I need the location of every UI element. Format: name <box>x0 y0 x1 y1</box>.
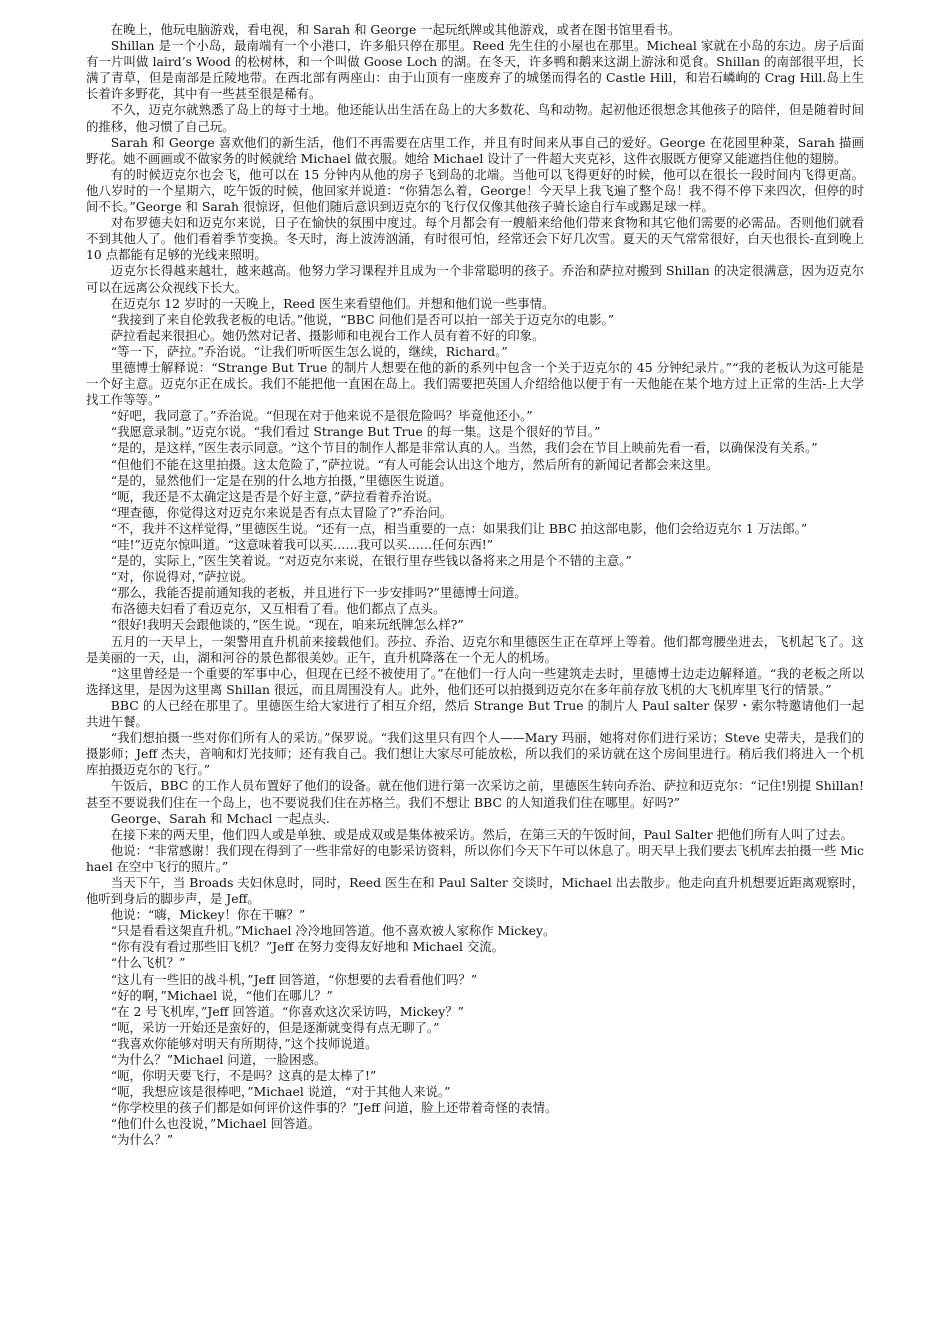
paragraph-25: 布洛德夫妇看了看迈克尔，又互相看了看。他们都点了点头。 <box>110 601 446 617</box>
paragraph-1: 在晚上，他玩电脑游戏，看电视，和 Sarah 和 George 一起玩纸牌或其他游戏，或者在图书馆里看书。 <box>110 22 681 37</box>
paragraph-8: 在迈克尔 12 岁时的一天晚上，Reed 医生来看望他们。并想和他们说一些事情。 <box>110 295 555 311</box>
paragraph-12: 里德博士解释说：“Strange But True 的制片人想要在他的新的系列中包含一个关于迈克尔的 45 分钟纪录片。”“我的老板认为这可能是一个好主意。迈克尔正在成长。我们不能把他一直困在岛上。我们需要把英国人介绍给他以便于有一天他能在某个地方过上正常的生活-上大学找工作等等。” <box>86 359 864 408</box>
paragraph-35: 当天下午，当 Broads 夫妇休息时，同时，Reed 医生在和 Paul Salter 交谈时，Michael 出去散步。他走向直升机想要近距离观察时，他听到身后的脚步声，是 Jeff。 <box>86 874 864 907</box>
paragraph-44: “我喜欢你能够对明天有所期待，”这个技师说道。 <box>110 1035 378 1051</box>
paragraph-9: “我接到了来自伦敦我老板的电话。”他说，“BBC 问他们是否可以拍一部关于迈克尔的电影。” <box>110 311 615 327</box>
paragraph-5: 有的时候迈克尔也会飞，他可以在 15 分钟内从他的房子飞到岛的北端。当他可以飞得更好的时候，他可以在很长一段时间内飞得更高。他八岁时的一个星期六，吃午饭的时候，他回家并说道：“你猜怎么着，George！今天早上我飞遍了整个岛！我不得不停下来四次，但停的时间不长。”George 和 Sarah 很惊讶，但他们随后意识到迈克尔的飞行仅仅像其他孩子骑长途自行车或踢足球一样。 <box>86 166 864 215</box>
paragraph-38: “你有没有看过那些旧飞机？”Jeff 在努力变得友好地和 Michael 交流。 <box>110 939 505 955</box>
paragraph-29: BBC 的人已经在那里了。里德医生给大家进行了相互介绍，然后 Strange But True 的制片人 Paul salter 保罗・索尔特邀请他们一起共进午餐。 <box>86 697 864 730</box>
paragraph-14: “我愿意录制。”迈克尔说。“我们看过 Strange But True 的每一集。这是个很好的节目。” <box>110 424 601 440</box>
paragraph-26: “很好!我明天会跟他谈的，”医生说。“现在，咱来玩纸牌怎么样?” <box>110 617 464 633</box>
paragraph-18: “呃，我还是不太确定这是否是个好主意，”萨拉看着乔治说。 <box>110 488 440 504</box>
paragraph-11: “等一下，萨拉。”乔治说。“让我们听听医生怎么说的，继续，Richard。” <box>110 343 508 359</box>
paragraph-27: 五月的一天早上，一架警用直升机前来接载他们。莎拉、乔治、迈克尔和里德医生正在草坪上等着。他们都弯腰坐进去，飞机起飞了。这是美丽的一天，山，湖和河谷的景色都很美妙。正午，直升机降落在一个无人的机场。 <box>86 633 864 665</box>
paragraph-24: “那么，我能否提前通知我的老板，并且进行下一步安排吗?”里德博士问道。 <box>110 585 527 601</box>
paragraph-7: 迈克尔长得越来越壮，越来越高。他努力学习课程并且成为一个非常聪明的孩子。乔治和萨拉对搬到 Shillan 的决定很满意，因为迈克尔可以在远离公众视线下长大。 <box>86 263 864 295</box>
paragraph-2: Shillan 是一个小岛，最南端有一个小港口，许多船只停在那里。Reed 先生住的小屋也在那里。Micheal 家就在小岛的东边。房子后面有一片叫做 laird’s Wood 的松树林，和一个叫做 Goose Loch 的湖。在冬天，许多鸭和鹅来这湖上游泳和觅食。Shillan 的南部很平坦，长满了青草，但是南部是丘陵地带。在西北部有两座山：由于山顶有一座废弃了的城堡而得名的 Castle Hill，和岩石嶙峋的 Crag Hill.岛上生长着许多野花，其中有一些甚至很是稀有。 <box>86 38 864 102</box>
paragraph-28: “这里曾经是一个重要的军事中心，但现在已经不被使用了。”在他们一行人向一些建筑走去时，里德博士边走边解释道。“我的老板之所以选择这里，是因为这里离 Shillan 很远，而且周围没有人。此外，他们还可以拍摄到迈克尔在多年前存放飞机的大飞机库里飞行的情景。” <box>86 665 864 697</box>
paragraph-48: “你学校里的孩子们都是如何评价这件事的？”Jeff 问道，脸上还带着奇怪的表情。 <box>110 1100 558 1116</box>
paragraph-6: 对布罗德夫妇和迈克尔来说，日子在愉快的氛围中度过。每个月都会有一艘船来给他们带来食物和其它他们需要的必需品。否则他们就看不到其他人了。他们看着季节变换。冬天时，海上波涛汹涌，有时很可怕，经常还会下好几次雪。夏天的天气常常很好，白天也很长-直到晚上 10 点都能有足够的光线来照明。 <box>86 215 864 263</box>
paragraph-42: “在 2 号飞机库，”Jeff 回答道。“你喜欢这次采访吗，Mickey？” <box>110 1003 464 1019</box>
paragraph-40: “这儿有一些旧的战斗机，”Jeff 回答道，“你想要的去看看他们吗？” <box>110 971 478 987</box>
paragraph-46: “呃，你明天要飞行，不是吗？这真的是太棒了!” <box>110 1068 377 1084</box>
paragraph-30: “我们想拍摄一些对你们所有人的采访。”保罗说。“我们这里只有四个人——Mary 玛丽，她将对你们进行采访；Steve 史蒂夫，是我们的摄影师；Jeff 杰夫，音响和灯光技师；还有我自己。我们想让大家尽可能放松，所以我们的采访就在这个房间里进行。稍后我们将进入一个机库拍摄迈克尔的飞行。” <box>86 730 864 778</box>
paragraph-41: “好的啊，”Michael 说，“他们在哪儿？” <box>110 987 333 1003</box>
paragraph-13: “好吧，我同意了。”乔治说。“但现在对于他来说不是很危险吗？毕竟他还小。” <box>110 408 533 424</box>
paragraph-19: “理查德，你觉得这对迈克尔来说是否有点太冒险了?”乔治问。 <box>110 504 453 520</box>
paragraph-33: 在接下来的两天里，他们四人或是单独、或是成双或是集体被采访。然后，在第三天的午饭时间，Paul Salter 把他们所有人叫了过去。 <box>110 826 853 842</box>
paragraph-45: “为什么？”Michael 问道，一脸困惑。 <box>110 1052 327 1067</box>
paragraph-15: “是的，是这样，”医生表示同意。“这个节目的制作人都是非常认真的人。当然，我们会在节目上映前先看一看，以确保没有关系。” <box>110 440 818 456</box>
paragraph-23: “对，你说得对，”萨拉说。 <box>110 569 254 585</box>
paragraph-22: “是的，实际上，”医生笑着说。“对迈克尔来说，在银行里存些钱以备将来之用是个不错的主意。” <box>110 553 632 569</box>
paragraph-17: “是的，显然他们一定是在别的什么地方拍摄，”里德医生说道。 <box>110 472 452 488</box>
paragraph-3: 不久，迈克尔就熟悉了岛上的每寸土地。他还能认出生活在岛上的大多数花、鸟和动物。起初他还很想念其他孩子的陪伴，但是随着时间的推移，他习惯了自己玩。 <box>86 102 864 134</box>
paragraph-21: “哇!”迈克尔惊叫道。“这意味着我可以买……我可以买……任何东西!” <box>110 537 494 552</box>
paragraph-50: “为什么？” <box>110 1132 174 1148</box>
paragraph-20: “不，我并不这样觉得，”里德医生说。“还有一点，相当重要的一点：如果我们让 BBC 拍这部电影，他们会给迈克尔 1 万法郎。” <box>110 520 808 536</box>
paragraph-36: 他说：“嗨，Mickey！你在干嘛？” <box>110 907 306 923</box>
paragraph-49: “他们什么也没说，”Michael 回答道。 <box>110 1116 321 1132</box>
paragraph-37: “只是看看这架直升机。”Michael 冷冷地回答道。他不喜欢被人家称作 Mickey。 <box>110 923 556 939</box>
paragraph-4: Sarah 和 George 喜欢他们的新生活，他们不再需要在店里工作，并且有时间来从事自己的爱好。George 在花园里种菜，Sarah 描画野花。她不画画或不做家务的时候就给 Michael 做衣服。她给 Michael 设计了一件超大夹克衫，这件衣服既方便穿又能遮挡住他的翅膀。 <box>86 134 864 166</box>
paragraph-34: 他说：“非常感谢！我们现在得到了一些非常好的电影采访资料，所以你们今天下午可以休息了。明天早上我们要去飞机库去拍摄一些 Michael 在空中飞行的照片。” <box>86 842 864 874</box>
paragraph-47: “呃，我想应该是很棒吧，”Michael 说道，“对于其他人来说。” <box>110 1084 451 1100</box>
paragraph-10: 萨拉看起来很担心。她仍然对记者、摄影师和电视台工作人员有着不好的印象。 <box>110 327 545 343</box>
paragraph-43: “呃，采访一开始还是蛮好的，但是逐渐就变得有点无聊了。” <box>110 1019 440 1035</box>
paragraph-16: “但他们不能在这里拍摄。这太危险了，”萨拉说。“有人可能会认出这个地方，然后所有的新闻记者都会来这里。 <box>110 456 719 472</box>
paragraph-39: “什么飞机？” <box>110 955 186 971</box>
paragraph-31: 午饭后，BBC 的工作人员布置好了他们的设备。就在他们进行第一次采访之前，里德医生转向乔治、萨拉和迈克尔：“记住!别提 Shillan!甚至不要说我们住在一个岛上，也不要说我们住在苏格兰。我们不想让 BBC 的人知道我们住在哪里。好吗?” <box>86 778 864 810</box>
paragraph-32: George、Sarah 和 Mchacl 一起点头. <box>110 810 330 826</box>
